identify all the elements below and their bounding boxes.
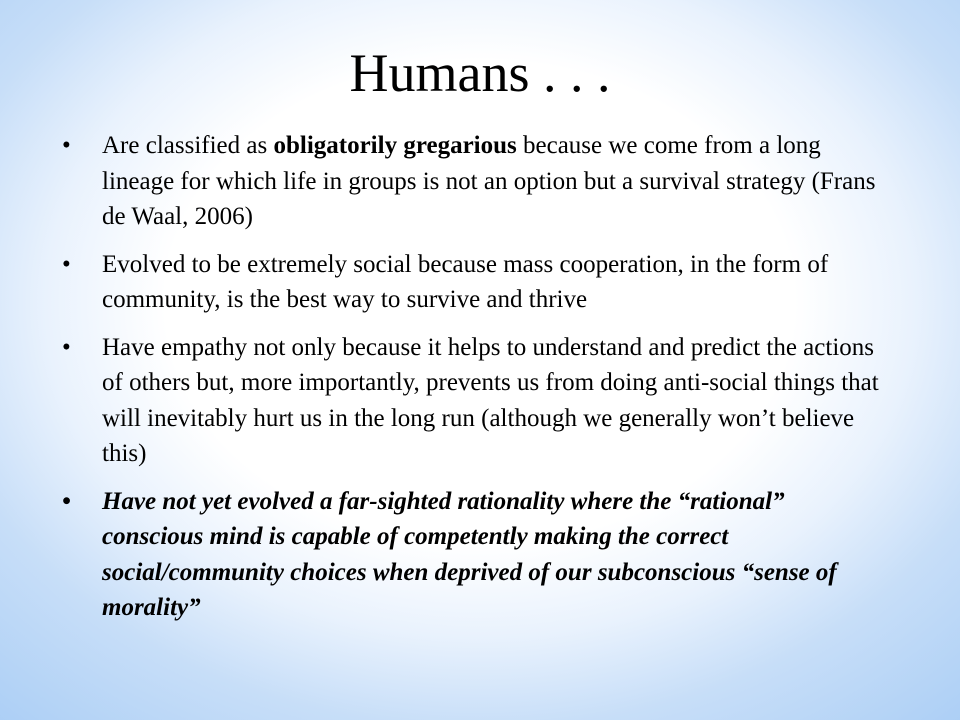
bullet-text: Have empathy not only because it helps to understand and predict the actions of others but, more importantly, prevents us from doing anti-social things that will inevitably hurt us in the long run (although we generally won’t believe this) — [102, 333, 879, 467]
bullet-text-bold: obligatorily gregarious — [273, 132, 517, 159]
bullet-text: Evolved to be extremely social because mass cooperation, in the form of community, is the best way to survive and thrive — [102, 250, 829, 313]
bullet-icon: • — [62, 250, 71, 278]
bullet-item-rationality — [60, 484, 880, 626]
bullet-list — [60, 128, 880, 638]
bullet-item-social — [60, 247, 880, 318]
bullet-item-gregarious — [60, 128, 880, 235]
bullet-icon: • — [62, 487, 71, 515]
bullet-text-start: Are classified as — [102, 132, 274, 159]
bullet-text-end: because we come from a long lineage for which life in groups is not an option but a survival strategy (Frans de Waal, 2006) — [102, 132, 876, 230]
bullet-item-empathy — [60, 330, 880, 472]
slide-title: Humans . . . — [349, 43, 611, 103]
bullet-text: Have not yet evolved a far-sighted rationality where the “rational” conscious mind is capable of competently making the correct social/community choices when deprived of our subconscious “sense of morality” — [102, 487, 837, 621]
bullet-icon: • — [62, 132, 71, 159]
bullet-icon: • — [62, 333, 71, 361]
